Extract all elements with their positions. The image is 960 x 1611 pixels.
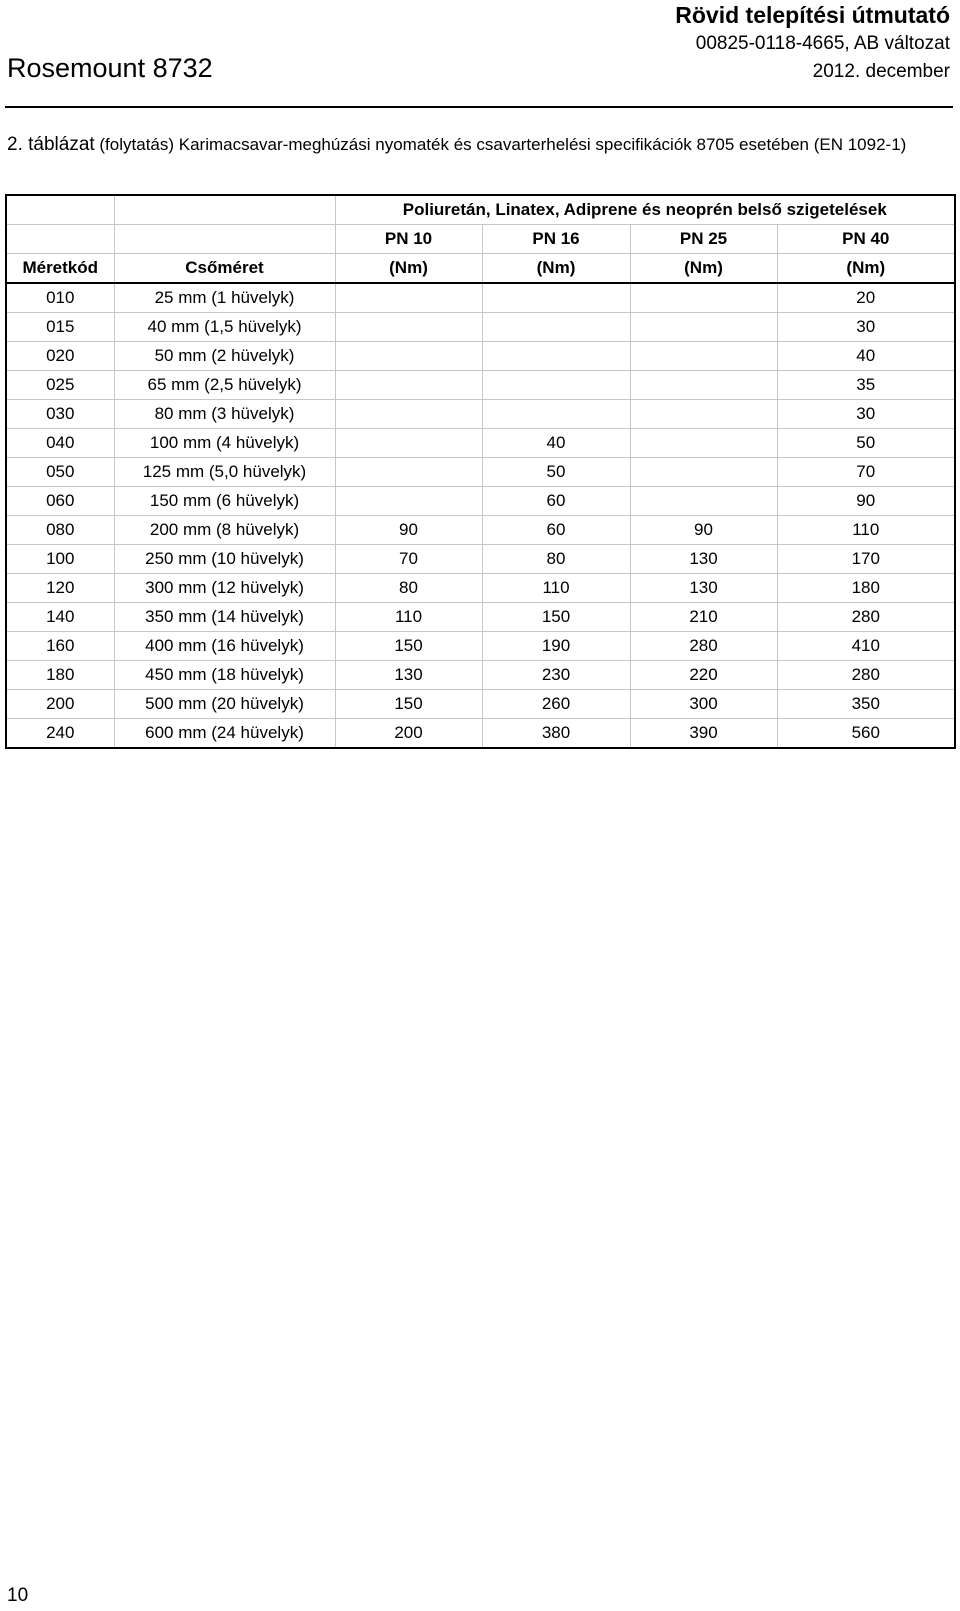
cell-size: 400 mm (16 hüvelyk) bbox=[114, 632, 335, 661]
cell-pn25 bbox=[630, 458, 777, 487]
cell-code: 030 bbox=[6, 400, 114, 429]
cell-pn10 bbox=[335, 487, 482, 516]
torque-spec-table bbox=[5, 194, 956, 749]
cell-pn10: 90 bbox=[335, 516, 482, 545]
cell-code: 015 bbox=[6, 313, 114, 342]
cell-size: 450 mm (18 hüvelyk) bbox=[114, 661, 335, 690]
cell-pn40: 30 bbox=[777, 400, 955, 429]
cell-pn40: 410 bbox=[777, 632, 955, 661]
document-title: Rövid telepítési útmutató bbox=[675, 2, 950, 28]
cell-size: 65 mm (2,5 hüvelyk) bbox=[114, 371, 335, 400]
table-row bbox=[6, 719, 955, 749]
table-caption-lead: 2. táblázat bbox=[7, 134, 95, 155]
cell-pn25 bbox=[630, 371, 777, 400]
cell-code: 025 bbox=[6, 371, 114, 400]
cell-size: 100 mm (4 hüvelyk) bbox=[114, 429, 335, 458]
cell-size: 300 mm (12 hüvelyk) bbox=[114, 574, 335, 603]
cell-pn25: 130 bbox=[630, 545, 777, 574]
cell-pn10 bbox=[335, 342, 482, 371]
cell-pn16: 60 bbox=[482, 487, 630, 516]
table-row bbox=[6, 545, 955, 574]
table-row bbox=[6, 371, 955, 400]
cell-pn25 bbox=[630, 342, 777, 371]
cell-pn10 bbox=[335, 400, 482, 429]
cell-code: 140 bbox=[6, 603, 114, 632]
header-blank-3 bbox=[6, 225, 114, 254]
cell-pn40: 110 bbox=[777, 516, 955, 545]
cell-pn10 bbox=[335, 458, 482, 487]
table-row bbox=[6, 487, 955, 516]
cell-pn40: 70 bbox=[777, 458, 955, 487]
cell-pn25: 390 bbox=[630, 719, 777, 749]
table-row bbox=[6, 400, 955, 429]
cell-pn10 bbox=[335, 283, 482, 313]
cell-pn16: 40 bbox=[482, 429, 630, 458]
header-pn16: PN 16 bbox=[482, 225, 630, 254]
cell-pn40: 170 bbox=[777, 545, 955, 574]
cell-pn16: 230 bbox=[482, 661, 630, 690]
cell-code: 040 bbox=[6, 429, 114, 458]
cell-pn10: 150 bbox=[335, 690, 482, 719]
header-blank-4 bbox=[114, 225, 335, 254]
cell-pn10 bbox=[335, 313, 482, 342]
cell-code: 010 bbox=[6, 283, 114, 313]
cell-pn25: 280 bbox=[630, 632, 777, 661]
unit-pn25: (Nm) bbox=[630, 254, 777, 284]
cell-pn16: 50 bbox=[482, 458, 630, 487]
header-pipe-size: Csőméret bbox=[114, 254, 335, 284]
cell-code: 200 bbox=[6, 690, 114, 719]
cell-pn16 bbox=[482, 313, 630, 342]
table-row bbox=[6, 429, 955, 458]
table-row bbox=[6, 632, 955, 661]
cell-code: 020 bbox=[6, 342, 114, 371]
cell-size: 200 mm (8 hüvelyk) bbox=[114, 516, 335, 545]
cell-pn40: 90 bbox=[777, 487, 955, 516]
table-caption-text: (folytatás) Karimacsavar-meghúzási nyomaték és csavarterhelési specifikációk 8705 esetében (EN 1092-1) bbox=[94, 135, 907, 154]
table-row bbox=[6, 313, 955, 342]
cell-size: 80 mm (3 hüvelyk) bbox=[114, 400, 335, 429]
cell-pn16 bbox=[482, 400, 630, 429]
document-number: 00825-0118-4665, AB változat bbox=[695, 33, 950, 54]
cell-pn40: 560 bbox=[777, 719, 955, 749]
cell-pn16: 190 bbox=[482, 632, 630, 661]
cell-pn25 bbox=[630, 487, 777, 516]
product-name: Rosemount 8732 bbox=[7, 53, 213, 83]
cell-pn40: 50 bbox=[777, 429, 955, 458]
cell-pn16 bbox=[482, 371, 630, 400]
header-blank-1 bbox=[6, 195, 114, 225]
header-right-block bbox=[675, 0, 950, 86]
cell-pn25 bbox=[630, 429, 777, 458]
cell-pn10 bbox=[335, 429, 482, 458]
cell-pn10 bbox=[335, 371, 482, 400]
cell-size: 250 mm (10 hüvelyk) bbox=[114, 545, 335, 574]
header-pn25: PN 25 bbox=[630, 225, 777, 254]
cell-pn16 bbox=[482, 342, 630, 371]
header-blank-2 bbox=[114, 195, 335, 225]
unit-pn40: (Nm) bbox=[777, 254, 955, 284]
liner-group-header: Poliuretán, Linatex, Adiprene és neoprén belső szigetelések bbox=[335, 195, 955, 225]
table-row bbox=[6, 603, 955, 632]
table-body bbox=[6, 283, 955, 748]
cell-code: 080 bbox=[6, 516, 114, 545]
table-row bbox=[6, 690, 955, 719]
cell-pn16: 260 bbox=[482, 690, 630, 719]
header-divider bbox=[5, 106, 953, 108]
cell-pn10: 70 bbox=[335, 545, 482, 574]
cell-code: 050 bbox=[6, 458, 114, 487]
cell-pn16: 60 bbox=[482, 516, 630, 545]
cell-pn40: 280 bbox=[777, 603, 955, 632]
cell-size: 50 mm (2 hüvelyk) bbox=[114, 342, 335, 371]
table-row bbox=[6, 283, 955, 313]
cell-pn16: 150 bbox=[482, 603, 630, 632]
cell-pn40: 180 bbox=[777, 574, 955, 603]
cell-pn40: 20 bbox=[777, 283, 955, 313]
cell-pn25: 210 bbox=[630, 603, 777, 632]
table-row bbox=[6, 661, 955, 690]
cell-code: 160 bbox=[6, 632, 114, 661]
cell-pn10: 200 bbox=[335, 719, 482, 749]
cell-pn25: 90 bbox=[630, 516, 777, 545]
header-pn40: PN 40 bbox=[777, 225, 955, 254]
cell-pn25 bbox=[630, 283, 777, 313]
table-caption bbox=[7, 130, 907, 159]
cell-pn16: 380 bbox=[482, 719, 630, 749]
cell-pn25: 220 bbox=[630, 661, 777, 690]
cell-pn40: 280 bbox=[777, 661, 955, 690]
cell-code: 120 bbox=[6, 574, 114, 603]
cell-pn40: 40 bbox=[777, 342, 955, 371]
cell-size: 150 mm (6 hüvelyk) bbox=[114, 487, 335, 516]
table-row bbox=[6, 458, 955, 487]
cell-size: 600 mm (24 hüvelyk) bbox=[114, 719, 335, 749]
cell-code: 100 bbox=[6, 545, 114, 574]
cell-size: 500 mm (20 hüvelyk) bbox=[114, 690, 335, 719]
cell-code: 180 bbox=[6, 661, 114, 690]
cell-pn16 bbox=[482, 283, 630, 313]
table-row bbox=[6, 516, 955, 545]
page-number: 10 bbox=[7, 1585, 29, 1606]
unit-pn10: (Nm) bbox=[335, 254, 482, 284]
cell-size: 40 mm (1,5 hüvelyk) bbox=[114, 313, 335, 342]
cell-pn16: 110 bbox=[482, 574, 630, 603]
header-pn10: PN 10 bbox=[335, 225, 482, 254]
cell-code: 240 bbox=[6, 719, 114, 749]
cell-pn25: 300 bbox=[630, 690, 777, 719]
page-header bbox=[0, 0, 960, 108]
unit-pn16: (Nm) bbox=[482, 254, 630, 284]
cell-pn40: 350 bbox=[777, 690, 955, 719]
cell-pn10: 150 bbox=[335, 632, 482, 661]
cell-pn25 bbox=[630, 313, 777, 342]
cell-pn40: 30 bbox=[777, 313, 955, 342]
cell-pn16: 80 bbox=[482, 545, 630, 574]
cell-size: 350 mm (14 hüvelyk) bbox=[114, 603, 335, 632]
table-row bbox=[6, 574, 955, 603]
header-size-code: Méretkód bbox=[6, 254, 114, 284]
cell-pn10: 110 bbox=[335, 603, 482, 632]
cell-size: 25 mm (1 hüvelyk) bbox=[114, 283, 335, 313]
cell-pn25 bbox=[630, 400, 777, 429]
cell-pn10: 80 bbox=[335, 574, 482, 603]
cell-size: 125 mm (5,0 hüvelyk) bbox=[114, 458, 335, 487]
cell-pn40: 35 bbox=[777, 371, 955, 400]
cell-pn10: 130 bbox=[335, 661, 482, 690]
cell-pn25: 130 bbox=[630, 574, 777, 603]
table-row bbox=[6, 342, 955, 371]
cell-code: 060 bbox=[6, 487, 114, 516]
document-date: 2012. december bbox=[812, 61, 950, 82]
